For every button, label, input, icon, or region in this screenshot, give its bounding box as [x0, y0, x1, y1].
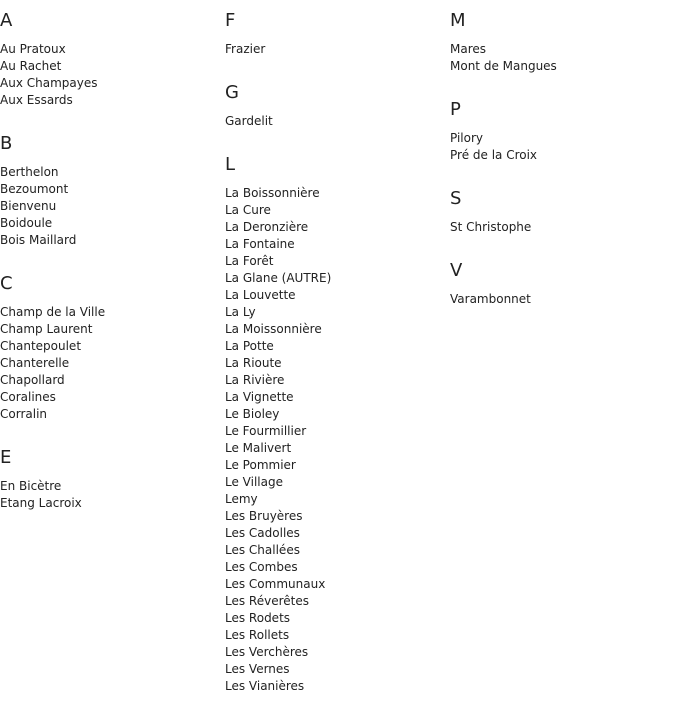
place-link[interactable]: Les Rollets — [225, 628, 290, 642]
letter-group — [0, 273, 225, 423]
index-column — [225, 10, 450, 719]
place-link[interactable]: Boidoule — [0, 216, 53, 230]
letter-group — [225, 154, 450, 695]
place-link[interactable]: La Louvette — [225, 288, 296, 302]
place-link[interactable]: Mont de Mangues — [450, 59, 557, 73]
letter-group — [0, 10, 225, 109]
place-list — [225, 113, 450, 130]
place-list — [450, 41, 675, 75]
letter-heading: A — [0, 10, 13, 31]
letter-heading: P — [450, 99, 461, 120]
letter-heading: C — [0, 273, 13, 294]
letter-group — [0, 447, 225, 512]
letter-heading: G — [225, 82, 239, 103]
place-list — [225, 185, 450, 695]
place-link[interactable]: Pré de la Croix — [450, 148, 538, 162]
letter-group — [450, 99, 675, 164]
place-link[interactable]: Les Rodets — [225, 611, 291, 625]
place-list — [0, 478, 225, 512]
index-column — [450, 10, 675, 332]
place-link[interactable]: Chantepoulet — [0, 339, 82, 353]
place-link[interactable]: Chanterelle — [0, 356, 70, 370]
index-column — [0, 10, 225, 536]
letter-heading: V — [450, 260, 463, 281]
place-link[interactable]: Au Pratoux — [0, 42, 66, 56]
place-link[interactable]: Aux Champayes — [0, 76, 98, 90]
place-link[interactable]: Les Vianières — [225, 679, 305, 693]
place-link[interactable]: Au Rachet — [0, 59, 62, 73]
place-link[interactable]: Pilory — [450, 131, 484, 145]
place-link[interactable]: Les Communaux — [225, 577, 326, 591]
letter-group — [225, 10, 450, 58]
place-link[interactable]: Bienvenu — [0, 199, 57, 213]
letter-group — [0, 133, 225, 249]
place-link[interactable]: Les Cadolles — [225, 526, 300, 540]
place-link[interactable]: La Glane (AUTRE) — [225, 271, 332, 285]
place-link[interactable]: Etang Lacroix — [0, 496, 82, 510]
place-link[interactable]: Bois Maillard — [0, 233, 77, 247]
place-list — [450, 291, 675, 308]
place-link[interactable]: Les Combes — [225, 560, 298, 574]
letter-heading: B — [0, 133, 13, 154]
place-link[interactable]: St Christophe — [450, 220, 532, 234]
place-link[interactable]: Frazier — [225, 42, 266, 56]
place-list — [450, 219, 675, 236]
place-link[interactable]: La Potte — [225, 339, 274, 353]
place-link[interactable]: Le Bioley — [225, 407, 280, 421]
place-link[interactable]: La Rivière — [225, 373, 285, 387]
place-link[interactable]: Le Village — [225, 475, 283, 489]
place-link[interactable]: Champ de la Ville — [0, 305, 106, 319]
letter-heading: S — [450, 188, 462, 209]
place-link[interactable]: Bezoumont — [0, 182, 69, 196]
place-list — [225, 41, 450, 58]
letter-group — [450, 260, 675, 308]
letter-group — [450, 188, 675, 236]
place-link[interactable]: Le Fourmillier — [225, 424, 307, 438]
place-link[interactable]: Les Verchères — [225, 645, 309, 659]
place-link[interactable]: Corralin — [0, 407, 48, 421]
letter-heading: E — [0, 447, 12, 468]
place-link[interactable]: En Bicètre — [0, 479, 62, 493]
place-link[interactable]: Varambonnet — [450, 292, 531, 306]
place-link[interactable]: Gardelit — [225, 114, 273, 128]
letter-heading: F — [225, 10, 236, 31]
place-link[interactable]: La Ly — [225, 305, 256, 319]
place-link[interactable]: Aux Essards — [0, 93, 73, 107]
letter-heading: M — [450, 10, 466, 31]
place-link[interactable]: Chapollard — [0, 373, 65, 387]
place-link[interactable]: Les Vernes — [225, 662, 290, 676]
place-list — [0, 304, 225, 423]
place-link[interactable]: Les Bruyères — [225, 509, 303, 523]
place-link[interactable]: Le Malivert — [225, 441, 292, 455]
place-link[interactable]: La Vignette — [225, 390, 294, 404]
place-link[interactable]: La Fontaine — [225, 237, 295, 251]
place-list — [0, 41, 225, 109]
place-link[interactable]: Coralines — [0, 390, 56, 404]
place-link[interactable]: Les Réverêtes — [225, 594, 309, 608]
place-link[interactable]: Les Challées — [225, 543, 300, 557]
place-list — [0, 164, 225, 249]
letter-group — [450, 10, 675, 75]
place-link[interactable]: La Deronzière — [225, 220, 309, 234]
place-link[interactable]: La Boissonnière — [225, 186, 320, 200]
place-link[interactable]: La Forêt — [225, 254, 274, 268]
place-link[interactable]: Berthelon — [0, 165, 59, 179]
place-link[interactable]: Le Pommier — [225, 458, 296, 472]
letter-heading: L — [225, 154, 236, 175]
place-link[interactable]: Champ Laurent — [0, 322, 93, 336]
place-link[interactable]: La Moissonnière — [225, 322, 322, 336]
letter-group — [225, 82, 450, 130]
place-link[interactable]: Mares — [450, 42, 487, 56]
place-link[interactable]: Lemy — [225, 492, 258, 506]
place-list — [450, 130, 675, 164]
place-link[interactable]: La Cure — [225, 203, 271, 217]
place-link[interactable]: La Rioute — [225, 356, 282, 370]
